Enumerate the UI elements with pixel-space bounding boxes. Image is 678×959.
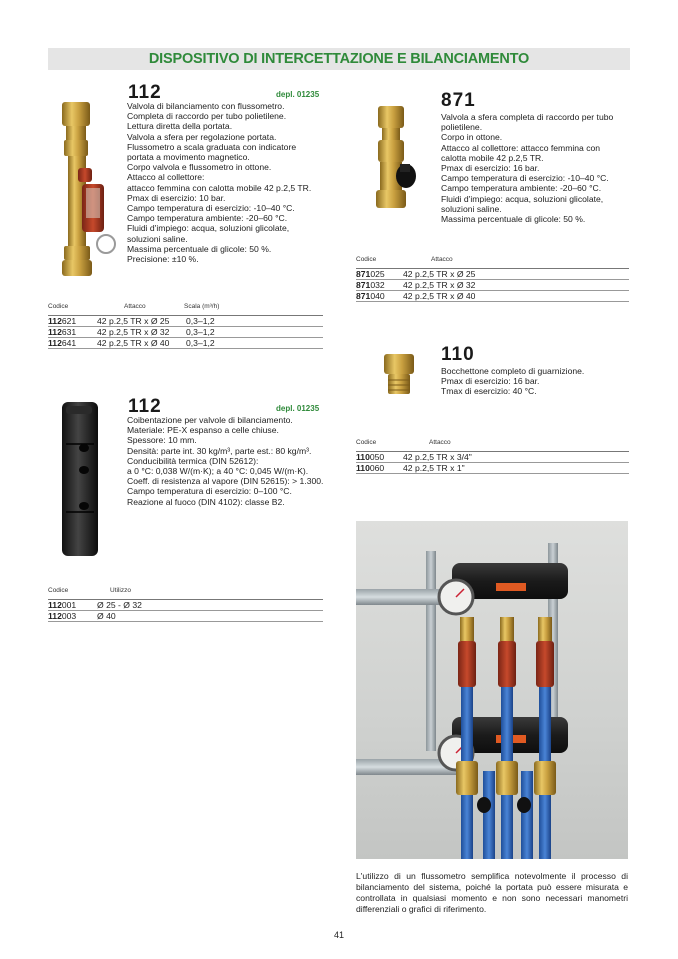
product-description-112: Valvola di bilanciamento con flussometro. Completa di raccordo per tubo polietilene. Lettura diretta della portata. Valvola a sfera per regolazione portata. Flussometro a scala graduata con indicatore portata a movimento magnetico. Corpo valvola e flussometro in ottone. Attacco al collettore: attacco femmina con calotta mobile 42 p.2,5 TR. Pmax di esercizio: 10 bar. Campo temperatura di esercizio: -10–40 °C. Campo temperatura ambiente: -20–60 °C. Fluidi d'impiego: acqua, soluzioni glicolate, soluzioni saline. Massima percentuale di glicole: 50 %. Precisione: ±10 %.: [127, 101, 312, 265]
product-description-112-insulation: Coibentazione per valvole di bilanciamento. Materiale: PE-X espanso a celle chiuse. Spessore: 10 mm. Densità: parte int. 30 kg/m³, parte est.: 80 kg/m³. Conducibilità termica (DIN 52612): a 0 °C: 0,038 W/(m·K); a 40 °C: 0,045 W/(m·K). Coeff. di resistenza al vapore (DIN 52615): > 1.300. Campo temperatura di esercizio: 0–100 °C. Reazione al fuoco (DIN 4102): classe B2.: [127, 415, 324, 507]
depl-reference: depl. 01235: [276, 90, 320, 99]
photo-caption: L'utilizzo di un flussometro semplifica notevolmente il processo di bilanciamento del sistema, poiché la portata può essere misurata e controllata in qualsiasi momento e non sono necessari manometri differenziali o grafici di riferimento.: [356, 871, 628, 914]
table-header: Codice Attacco: [356, 253, 629, 269]
table-row: 871025 42 p.2,5 TR x Ø 25: [356, 269, 629, 280]
page-number: 41: [333, 930, 344, 940]
product-description-110: Bocchettone completo di guarnizione. Pmax di esercizio: 16 bar. Tmax di esercizio: 40 °C.: [441, 366, 585, 397]
installation-photo: [356, 521, 628, 859]
insulation-shell-image: [58, 400, 104, 560]
table-header: Codice Utilizzo: [48, 584, 323, 600]
table-row: 112621 42 p.2,5 TR x Ø 25 0,3–1,2: [48, 316, 323, 327]
ball-valve-image: [370, 104, 424, 214]
product-code-112: 112: [128, 82, 162, 103]
table-row: 110060 42 p.2,5 TR x 1": [356, 463, 629, 474]
depl-reference: depl. 01235: [276, 404, 320, 413]
table-112-balancing: [48, 300, 323, 349]
table-header: Codice Attacco Scala (m³/h): [48, 300, 323, 316]
table-row: 871032 42 p.2,5 TR x Ø 32: [356, 280, 629, 291]
header-band: [48, 48, 630, 70]
table-row: 112631 42 p.2,5 TR x Ø 32 0,3–1,2: [48, 327, 323, 338]
table-112-insulation: [48, 584, 323, 622]
table-row: 871040 42 p.2,5 TR x Ø 40: [356, 291, 629, 302]
balancing-valve-image: [52, 98, 118, 280]
product-description-871: Valvola a sfera completa di raccordo per tubo polietilene. Corpo in ottone. Attacco al collettore: attacco femmina con calotta mobile 42 p.2,5 TR. Pmax di esercizio: 16 bar. Campo temperatura di esercizio: -10–40 °C. Campo temperatura ambiente: -20–60 °C. Fluidi d'impiego: acqua, soluzioni glicolate, soluzioni saline. Massima percentuale di glicole: 50 %.: [441, 112, 614, 225]
product-code-112-insulation: 112: [128, 396, 162, 417]
table-row: 112003 Ø 40: [48, 611, 323, 622]
product-code-110: 110: [441, 344, 475, 365]
page-title: DISPOSITIVO DI INTERCETTAZIONE E BILANCIAMENTO: [148, 51, 530, 67]
table-row: 112641 42 p.2,5 TR x Ø 40 0,3–1,2: [48, 338, 323, 349]
table-871: [356, 253, 629, 302]
table-row: 110050 42 p.2,5 TR x 3/4": [356, 452, 629, 463]
table-header: Codice Attacco: [356, 436, 629, 452]
table-110: [356, 436, 629, 474]
union-fitting-image: [380, 352, 418, 398]
table-row: 112001 Ø 25 - Ø 32: [48, 600, 323, 611]
product-code-871: 871: [441, 90, 476, 111]
